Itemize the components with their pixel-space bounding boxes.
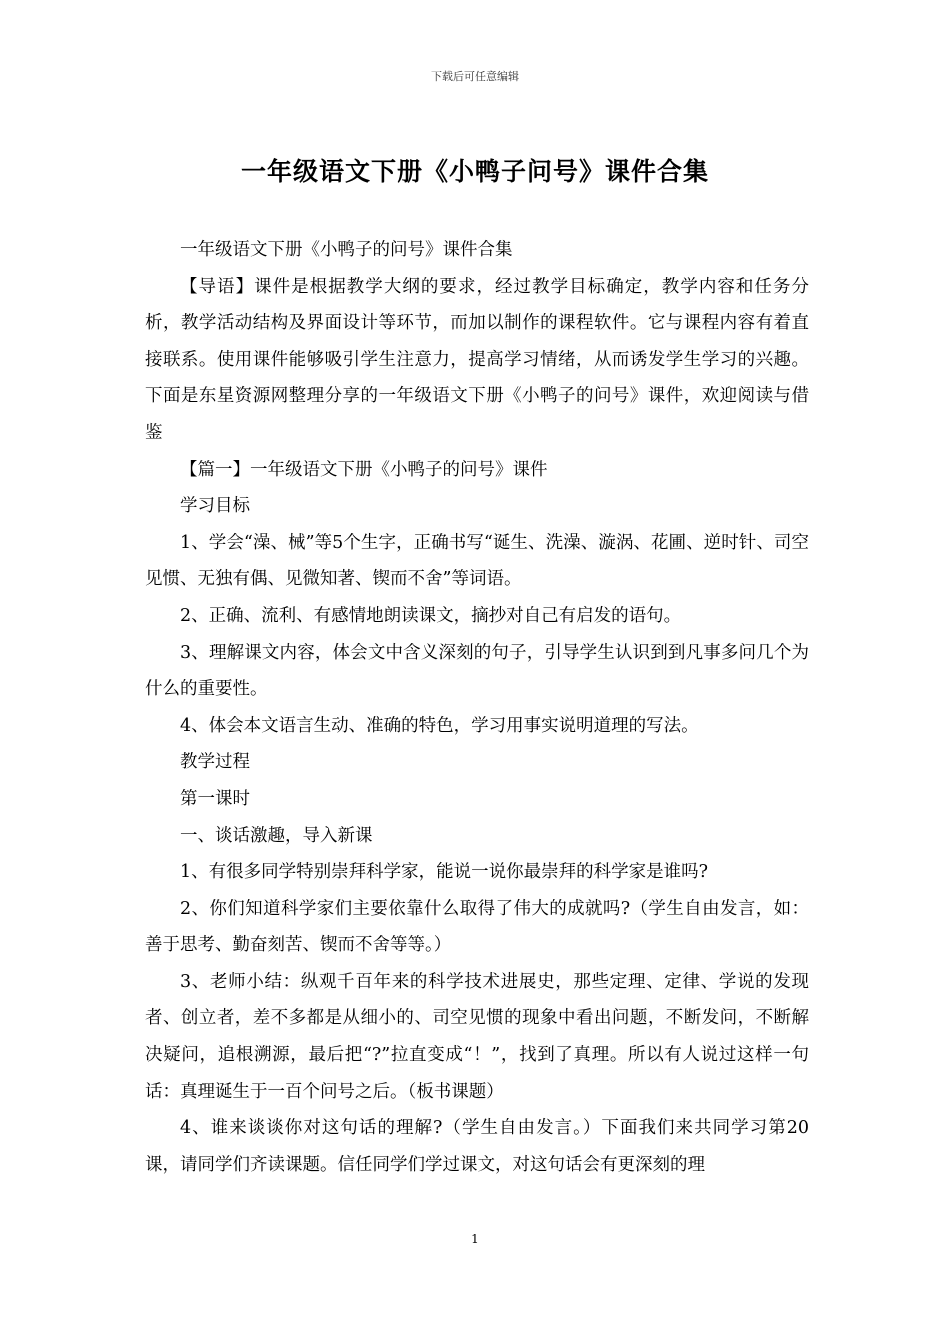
paragraph: 教学过程 <box>180 752 250 773</box>
paragraph: 【导语】课件是根据教学大纲的要求，经过教学目标确定，教学内容和任务分析，教学活动结构及界面设计等环节，而加以制作的课程软件。它与课程内容有着直接联系。使用课件能够吸引学生注意力，提高学习情绪，从而诱发学生学习的兴趣。下面是东星资源网整理分享的一年级语文下册《小鸭子的问号》课件，欢迎阅读与借鉴 <box>145 276 809 443</box>
paragraph: 3、理解课文内容，体会文中含义深刻的句子，引导学生认识到到凡事多问几个为什么的重要性。 <box>145 642 809 700</box>
paragraph: 1、有很多同学特别崇拜科学家，能说一说你最崇拜的科学家是谁吗? <box>180 862 709 883</box>
page-header-note: 下载后可任意编辑 <box>431 70 519 83</box>
paragraph: 1、学会“澡、械”等5个生字，正确书写“诞生、洗澡、漩涡、花圃、逆时针、司空见惯、无独有偶、见微知著、锲而不舍”等词语。 <box>145 532 809 590</box>
paragraph: 第一课时 <box>180 788 250 809</box>
paragraph: 2、正确、流利、有感情地朗读课文，摘抄对自己有启发的语句。 <box>180 605 682 626</box>
paragraph: 4、体会本文语言生动、准确的特色，学习用事实说明道理的写法。 <box>180 715 699 736</box>
document-body <box>145 232 809 1183</box>
paragraph: 一年级语文下册《小鸭子的问号》课件合集 <box>180 240 513 260</box>
paragraph: 2、你们知道科学家们主要依靠什么取得了伟大的成就吗?（学生自由发言，如：善于思考、勤奋刻苦、锲而不舍等等。） <box>145 898 809 956</box>
paragraph: 一、谈话激趣，导入新课 <box>180 825 373 846</box>
paragraph: 【篇一】一年级语文下册《小鸭子的问号》课件 <box>180 459 548 480</box>
paragraph: 学习目标 <box>180 496 250 517</box>
paragraph: 3、老师小结：纵观千百年来的科学技术进展史，那些定理、定律、学说的发现者、创立者，差不多都是从细小的、司空见惯的现象中看出问题，不断发问，不断解决疑问，追根溯源，最后把“?”拉直变成“！”，找到了真理。所以有人说过这样一句话：真理诞生于一百个问号之后。（板书课题） <box>145 971 809 1102</box>
document-title: 一年级语文下册《小鸭子问号》课件合集 <box>240 157 709 186</box>
paragraph: 4、谁来谈谈你对这句话的理解?（学生自由发言。）下面我们来共同学习第20课，请同学们齐读课题。信任同学们学过课文，对这句话会有更深刻的理 <box>145 1118 809 1175</box>
page-number: 1 <box>471 1232 479 1246</box>
